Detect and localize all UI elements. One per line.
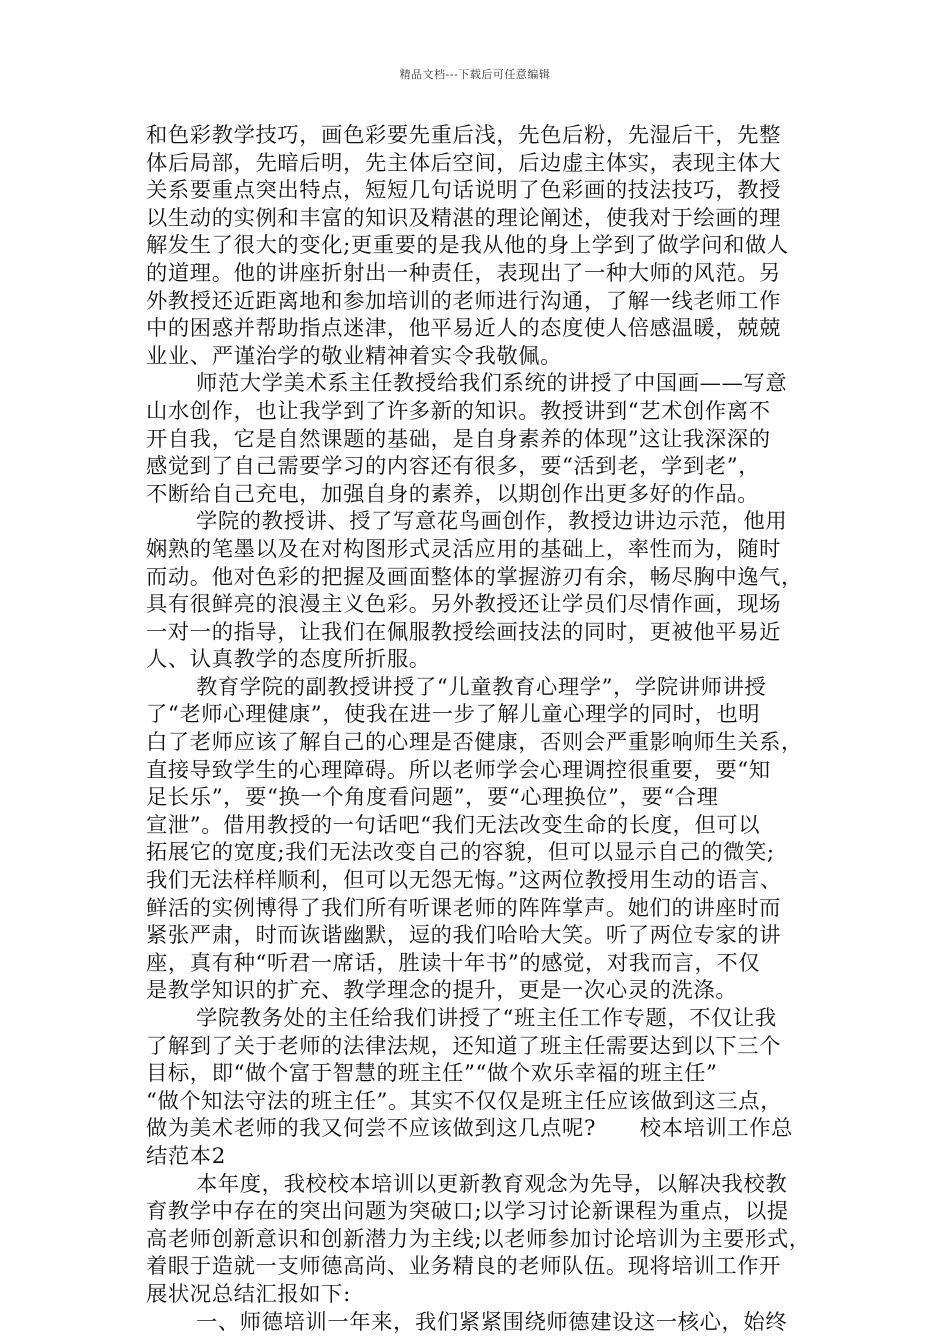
- text-line: 而动。他对色彩的把握及画面整体的掌握游刃有余，畅尽胸中逸气，: [146, 564, 803, 590]
- text-line: 山水创作，也让我学到了许多新的知识。教授讲到“艺术创作离不: [146, 398, 771, 424]
- text-line: 了解到了关于老师的法律法规，还知道了班主任需要达到以下三个: [146, 1033, 782, 1059]
- text-line: 中的困惑并帮助指点迷津，他平易近人的态度使人倍感温暖，兢兢: [146, 316, 782, 342]
- text-line: 目标，即“做个富于智慧的班主任”“做个欢乐幸福的班主任”: [146, 1061, 718, 1087]
- text-line: 和色彩教学技巧，画色彩要先重后浅，先色后粉，先湿后干，先整: [146, 123, 782, 148]
- text-line: 鲜活的实例博得了我们所有听课老师的阵阵掌声。她们的讲座时而: [146, 895, 782, 921]
- text-line: “做个知法守法的班主任”。其实不仅仅是班主任应该做到这三点，: [146, 1088, 783, 1114]
- text-line: 结范本2: [146, 1143, 226, 1169]
- text-line: 我们无法样样顺利，但可以无怨无悔。”这两位教授用生动的语言、: [146, 868, 782, 894]
- text-line: 以生动的实例和丰富的知识及精湛的理论阐述，使我对于绘画的理: [146, 205, 782, 231]
- document-body: [146, 122, 826, 1336]
- text-line: 娴熟的笔墨以及在对构图形式灵活应用的基础上，率性而为，随时: [146, 536, 782, 562]
- text-line: 宣泄”。借用教授的一句话吧“我们无法改变生命的长度，但可以: [146, 812, 761, 838]
- text-line: 本年度，我校校本培训以更新教育观念为先导，以解决我校教: [196, 1171, 788, 1197]
- text-line: 育教学中存在的突出问题为突破口;以学习讨论新课程为重点，以提: [146, 1199, 789, 1225]
- text-line: 人、认真教学的态度所折服。: [146, 647, 431, 673]
- text-line: 了“老师心理健康”，使我在进一步了解儿童心理学的同时，也明: [146, 702, 761, 728]
- text-line: 解发生了很大的变化;更重要的是我从他的身上学到了做学问和做人: [146, 233, 789, 259]
- text-line: 直接导致学生的心理障碍。所以老师学会心理调控很重要，要“知: [146, 757, 771, 783]
- text-line: 学院教务处的主任给我们讲授了“班主任工作专题，不仅让我: [196, 1006, 777, 1031]
- text-line: 学院的教授讲、授了写意花鸟画创作，教授边讲边示范，他用: [196, 509, 788, 535]
- text-line: 足长乐”，要“换一个角度看问题”，要“心理换位”，要“合理: [146, 785, 719, 811]
- text-line: 展状况总结汇报如下:: [146, 1281, 351, 1307]
- text-line: 关系要重点突出特点，短短几句话说明了色彩画的技法技巧，教授: [146, 178, 782, 204]
- text-line: 具有很鲜亮的浪漫主义色彩。另外教授还让学员们尽情作画，现场: [146, 592, 782, 618]
- text-line: 不断给自己充电，加强自身的素养，以期创作出更多好的作品。: [146, 481, 760, 507]
- text-line: 座，真有种“听君一席话，胜读十年书”的感觉，对我而言，不仅: [146, 950, 761, 976]
- page-header: 精品文档---下载后可任意编辑: [399, 68, 551, 81]
- text-line: 一对一的指导，让我们在佩服教授绘画技法的同时，更被他平易近: [146, 619, 782, 645]
- text-line: 紧张严肃，时而诙谐幽默，逗的我们哈哈大笑。听了两位专家的讲: [146, 923, 782, 949]
- text-line: 是教学知识的扩充、教学理念的提升，更是一次心灵的洗涤。: [146, 978, 738, 1004]
- text-line: 的道理。他的讲座折射出一种责任，表现出了一种大师的风范。另: [146, 260, 782, 286]
- text-line: 拓展它的宽度;我们无法改变自己的容貌，但可以显示自己的微笑;: [146, 840, 775, 866]
- text-line: 业业、严谨治学的敬业精神着实令我敬佩。: [146, 343, 563, 369]
- text-line: 教育学院的副教授讲授了“儿童教育心理学”，学院讲师讲授: [196, 674, 767, 700]
- text-line: 师范大学美术系主任教授给我们系统的讲授了中国画——写意: [196, 371, 788, 397]
- text-line: 做为美术老师的我又何尝不应该做到这几点呢? 校本培训工作总: [146, 1116, 794, 1142]
- text-line: 感觉到了自己需要学习的内容还有很多，要“活到老，学到老”，: [146, 454, 761, 480]
- text-line: 着眼于造就一支师德高尚、业务精良的老师队伍。现将培训工作开: [146, 1254, 782, 1280]
- text-line: 外教授还近距离地和参加培训的老师进行沟通，了解一线老师工作: [146, 288, 782, 314]
- text-line: 一、师德培训一年来，我们紧紧围绕师德建设这一核心，始终: [196, 1309, 788, 1335]
- text-line: 开自我，它是自然课题的基础，是自身素养的体现”这让我深深的: [146, 426, 771, 452]
- text-line: 体后局部，先暗后明，先主体后空间，后边虚主体实，表现主体大: [146, 150, 782, 176]
- text-line: 白了老师应该了解自己的心理是否健康，否则会严重影响师生关系，: [146, 730, 803, 756]
- text-line: 高老师创新意识和创新潜力为主线;以老师参加讨论培训为主要形式，: [146, 1226, 811, 1252]
